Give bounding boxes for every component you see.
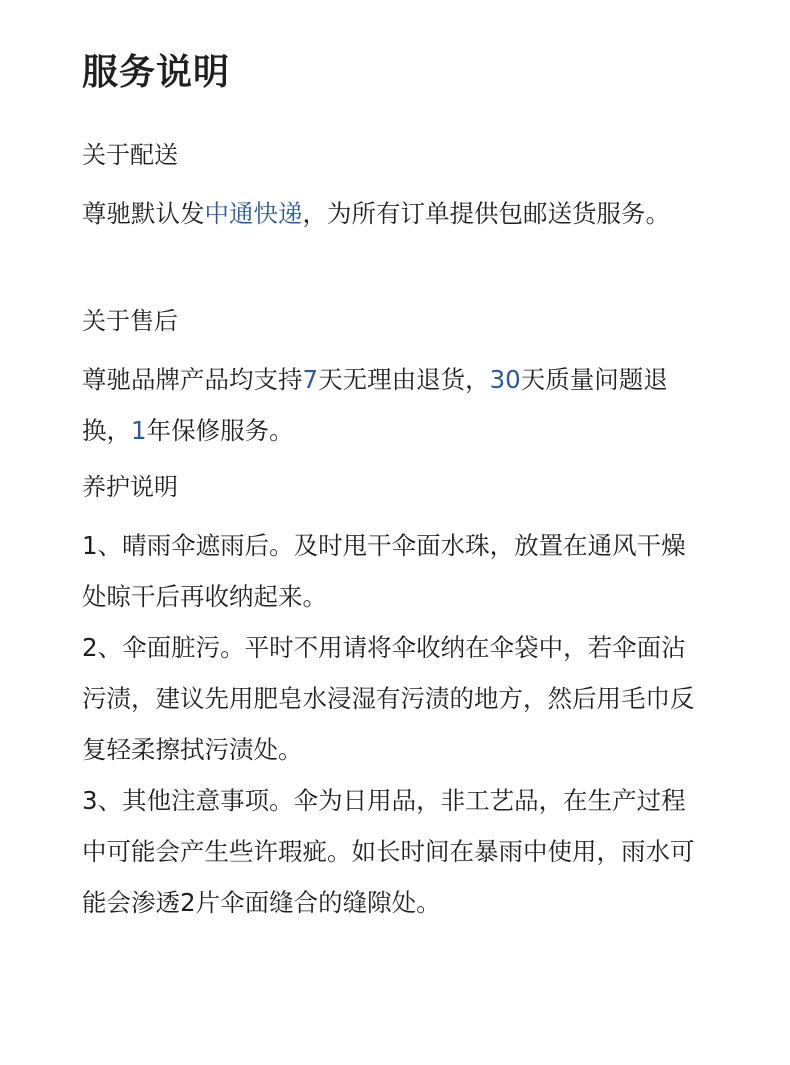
delivery-text-after: ，为所有订单提供包邮送货服务。 bbox=[302, 199, 670, 228]
warranty-years-highlight: 1 bbox=[131, 416, 147, 445]
care-heading: 养护说明 bbox=[82, 473, 178, 501]
aftersale-part2: 天无理由退货， bbox=[318, 365, 490, 394]
aftersale-text bbox=[82, 354, 700, 456]
delivery-heading: 关于配送 bbox=[82, 141, 178, 169]
care-item-3: 3、其他注意事项。伞为日用品，非工艺品，在生产过程中可能会产生些许瑕疵。如长时间在暴雨中使用，雨水可能会渗透2片伞面缝合的缝隙处。 bbox=[82, 786, 695, 917]
return-days-highlight: 7 bbox=[302, 365, 319, 394]
exchange-days-highlight: 30 bbox=[489, 365, 521, 394]
delivery-text bbox=[82, 188, 700, 239]
aftersale-part4: 年保修服务。 bbox=[146, 416, 294, 445]
care-item-2: 2、伞面脏污。平时不用请将伞收纳在伞袋中，若伞面沾污渍，建议先用肥皂水浸湿有污渍的地方，然后用毛巾反复轻柔擦拭污渍处。 bbox=[82, 633, 695, 764]
delivery-text-before: 尊驰默认发 bbox=[82, 199, 205, 228]
courier-highlight: 中通快递 bbox=[204, 199, 303, 228]
page-title: 服务说明 bbox=[82, 52, 231, 93]
aftersale-section bbox=[82, 304, 700, 456]
care-item-1: 1、晴雨伞遮雨后。及时甩干伞面水珠，放置在通风干燥处晾干后再收纳起来。 bbox=[82, 531, 686, 611]
aftersale-part1: 尊驰品牌产品均支持 bbox=[82, 365, 303, 394]
aftersale-part3: 天质量问题退换， bbox=[82, 365, 668, 445]
care-section bbox=[82, 470, 700, 928]
delivery-section bbox=[82, 138, 700, 239]
aftersale-heading: 关于售后 bbox=[82, 307, 178, 335]
